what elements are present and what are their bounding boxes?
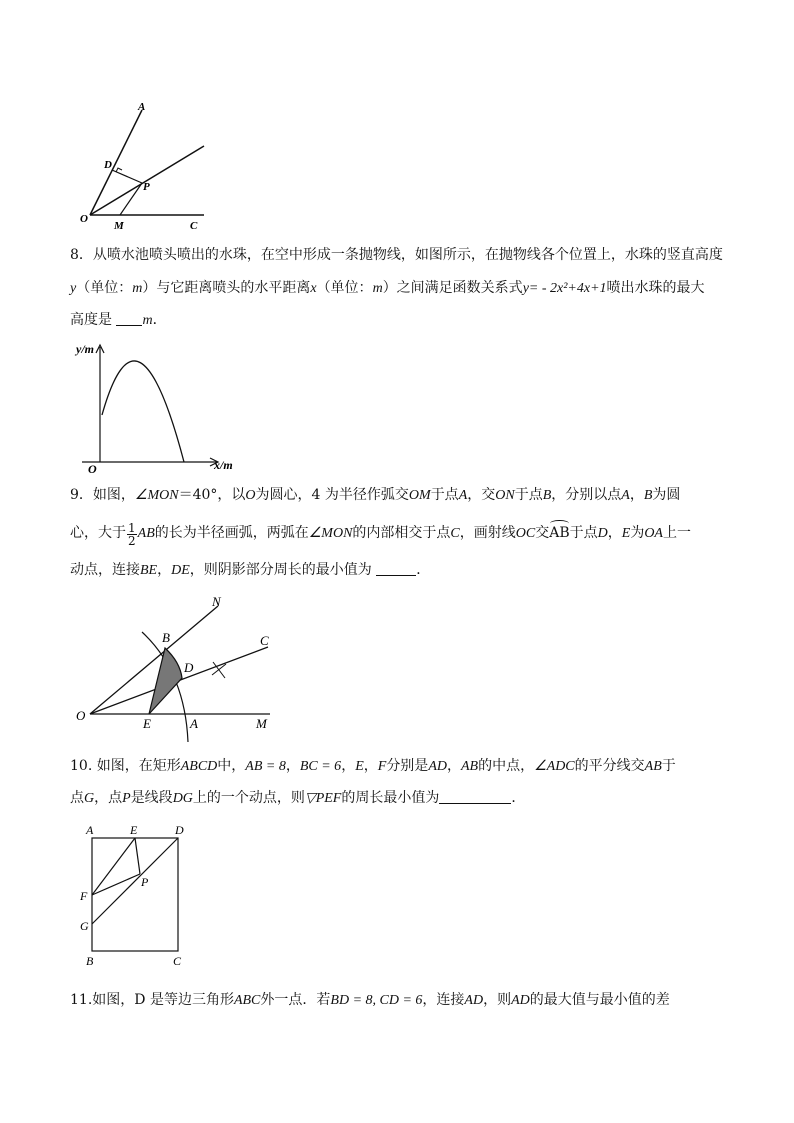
q9-line-3: 动点，连接BE，DE，则阴影部分周长的最小值为 ． [70,562,431,578]
answer-blank [439,789,511,804]
q10-line-1: 10. 如图，在矩形ABCD中，AB = 8，BC = 6，E，F分别是AD，AB的中点，∠ADC的平分线交AB于 [70,758,676,774]
label-A: A [190,716,198,731]
q9-line-2: 心，大于 $\frac{1}{2}$ AB的长为半径画弧，两弧在∠MON的内部相交于点C，画射线OC交AB于点D，E为OA上一 [70,521,691,548]
label-O: O [76,708,86,723]
label-C: C [173,954,182,968]
label-D: D [104,159,112,171]
label-B: B [162,630,170,645]
y-axis-label: y/m [76,342,94,356]
label-A: A [138,101,146,113]
answer-blank [116,311,142,326]
q8-line-2: y（单位：m）与它距离喷头的水平距离x（单位：m）之间满足函数关系式y= - 2x²+4x+1喷出水珠的最大 [70,280,705,296]
q10-line-2: 点G，点P是线段DG上的一个动点，则▽PEF的周长最小值为 ． [70,790,526,806]
label-F: F [80,889,88,903]
label-B: B [86,954,94,968]
q11-line-1: 11.如图，D 是等边三角形ABC外一点．若BD = 8, CD = 6，连接AD，则AD的最大值与最小值的差 [70,992,670,1008]
label-O: O [80,213,88,225]
q8-formula: y= - 2x²+4x+1 [522,281,607,296]
origin-label: O [88,462,97,475]
label-E: E [130,823,138,837]
angle-bisector-figure [80,98,220,234]
sector-shaded-figure [70,592,280,742]
parabola-graph [72,337,242,475]
q9-line-1: 9．如图，∠MON＝40°，以O为圆心，4 为半径作弧交OM于点A，交ON于点B，分别以点A，B为圆 [70,487,681,503]
x-axis-label: x/m [214,458,233,472]
label-M: M [114,220,124,232]
label-A: A [86,823,94,837]
fraction-half: $\frac{1}{2}$ [128,521,136,548]
label-E: E [143,716,151,731]
arc-AB: AB [549,525,570,541]
label-G: G [80,919,89,933]
q8-line-1: 8．从喷水池喷头喷出的水珠，在空中形成一条抛物线，如图所示，在抛物线各个位置上，水珠的竖直高度 [70,247,723,263]
rectangle-figure [76,820,196,970]
label-P: P [143,181,150,193]
label-P: P [141,875,149,889]
label-N: N [212,594,221,609]
answer-blank [376,561,416,576]
label-C: C [260,633,269,648]
label-M: M [256,716,267,731]
label-D: D [184,660,194,675]
q8-line-3: 高度是 m． [70,312,167,328]
label-D: D [175,823,184,837]
label-C: C [190,220,198,232]
